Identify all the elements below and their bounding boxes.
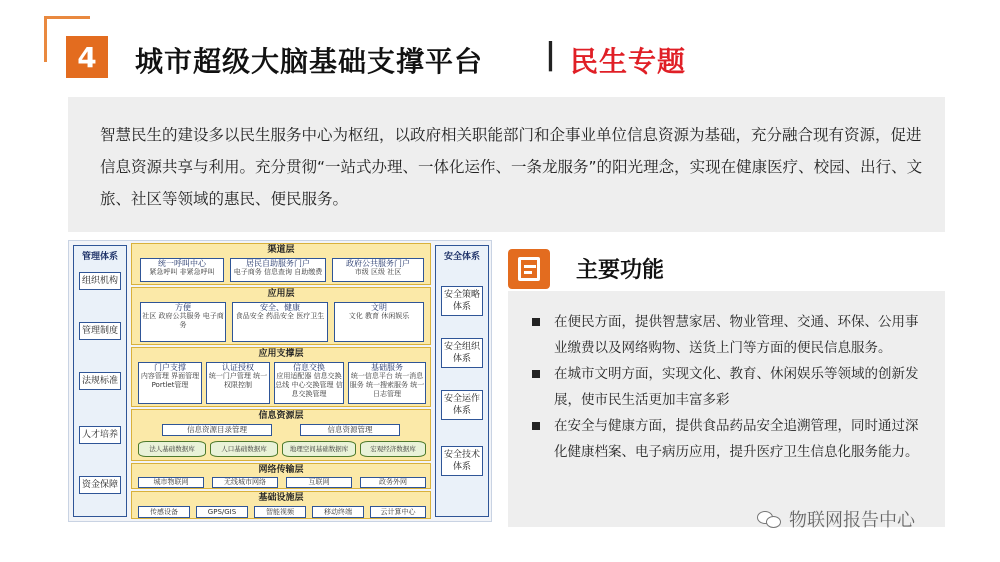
management-item: 管理制度	[79, 322, 121, 340]
layer-box: 传感设备	[138, 506, 190, 518]
box-title: 基础服务	[371, 363, 403, 372]
box-title: 门户支撑	[154, 363, 186, 372]
layer-box: 云计算中心	[370, 506, 426, 518]
box-title: 信息交换	[293, 363, 325, 372]
management-system-header: 管理体系	[81, 252, 118, 262]
layer-box	[232, 302, 328, 342]
box-sub: 文化 教育 休闲娱乐	[348, 312, 410, 320]
list-item-text: 在便民方面，提供智慧家居、物业管理、交通、环保、公用事业缴费以及网络购物、送货上门等方面的便民信息服务。	[554, 314, 919, 356]
security-system-header: 安全体系	[443, 252, 480, 262]
box-sub: 应用适配器 信息交换总线 中心交换管理 信息交换管理	[275, 372, 343, 398]
list-item	[530, 413, 930, 465]
layer-box: 无线城市网络	[212, 477, 278, 488]
layer-box: 智能视频	[254, 506, 306, 518]
layer-box	[332, 258, 424, 282]
layer-box: 政务外网	[360, 477, 426, 488]
bullet-square-icon	[532, 370, 540, 378]
management-item: 法规标准	[79, 372, 121, 390]
page-title: 城市超级大脑基础支撑平台	[135, 45, 484, 78]
security-system-column	[435, 245, 489, 517]
list-item	[530, 361, 930, 413]
functions-panel	[508, 291, 945, 527]
box-title: 方便	[175, 303, 191, 312]
intro-panel	[68, 97, 945, 232]
section-number-badge: 4	[66, 36, 108, 78]
application-support-layer	[131, 347, 431, 407]
database-cylinder: 法人基础数据库	[138, 441, 206, 457]
intro-text: 智慧民生的建设多以民生服务中心为枢纽，以政府相关职能部门和企事业单位信息资源为基础，充分融合现有资源，促进信息资源共享与利用。充分贯彻“一站式办理、一体化运作、一条龙服务”的阳光理念，实现在健康医疗、校园、出行、文旅、社区等领域的惠民、便民服务。	[100, 126, 923, 208]
layer-title: 网络传输层	[258, 465, 304, 475]
management-item: 资金保障	[79, 476, 121, 494]
layer-box	[274, 362, 344, 404]
infrastructure-layer	[131, 491, 431, 519]
channel-layer	[131, 243, 431, 285]
information-resource-layer	[131, 409, 431, 461]
box-sub: 电子商务 信息查询 自助缴费	[233, 268, 323, 276]
box-sub: 内容管理 界面管理 Portlet管理	[140, 372, 200, 389]
management-item: 组织机构	[79, 272, 121, 290]
layer-box	[348, 362, 426, 404]
layer-box: 城市物联网	[138, 477, 204, 488]
database-cylinder: 地理空间基础数据库	[282, 441, 356, 457]
architecture-diagram	[68, 240, 492, 522]
list-item-text: 在安全与健康方面，提供食品药品安全追溯管理，同时通过深化健康档案、电子病历应用，提升医疗卫生信息化服务能力。	[554, 418, 919, 460]
layer-box	[334, 302, 424, 342]
box-title: 政府公共服务门户	[346, 259, 410, 268]
layer-box	[140, 302, 226, 342]
database-cylinder: 人口基础数据库	[210, 441, 278, 457]
title-separator: |	[545, 37, 556, 72]
layer-box: 信息资源目录管理	[162, 424, 272, 436]
layer-box: 信息资源管理	[300, 424, 400, 436]
layer-title: 渠道层	[267, 245, 295, 255]
layer-box: 互联网	[286, 477, 352, 488]
document-icon	[508, 249, 550, 289]
box-sub: 统一信息平台 统一消息服务 统一搜索服务 统一日志管理	[349, 372, 425, 398]
security-item: 安全技术体系	[441, 446, 483, 476]
list-item-text: 在城市文明方面，实现文化、教育、休闲娱乐等领域的创新发展，使市民生活更加丰富多彩	[554, 366, 919, 408]
network-transport-layer	[131, 463, 431, 489]
box-title: 统一呼叫中心	[158, 259, 206, 268]
layer-box	[206, 362, 270, 404]
bullet-square-icon	[532, 422, 540, 430]
management-system-column	[73, 245, 127, 517]
list-item	[530, 309, 930, 361]
box-title: 认证授权	[222, 363, 254, 372]
box-sub: 社区 政府公共服务 电子商务	[142, 312, 224, 329]
box-sub: 统一门户管理 统一权限控制	[208, 372, 268, 389]
layer-title: 信息资源层	[258, 411, 304, 421]
security-item: 安全组织体系	[441, 338, 483, 368]
management-item: 人才培养	[79, 426, 121, 444]
layer-box: GPS/GIS	[196, 506, 248, 518]
layer-title: 应用支撑层	[258, 349, 304, 359]
box-title: 居民自助服务门户	[246, 259, 310, 268]
page-subtitle: 民生专题	[570, 45, 687, 78]
box-title: 安全、健康	[260, 303, 300, 312]
watermark-text: 物联网报告中心	[789, 510, 915, 531]
layer-title: 基础设施层	[258, 493, 304, 503]
layer-box	[230, 258, 326, 282]
layer-title: 应用层	[267, 289, 295, 299]
layer-box	[140, 258, 224, 282]
bullet-square-icon	[532, 318, 540, 326]
functions-list	[530, 309, 930, 465]
functions-title: 主要功能	[576, 258, 665, 283]
application-layer	[131, 287, 431, 345]
security-item: 安全策略体系	[441, 286, 483, 316]
layer-box	[138, 362, 202, 404]
box-sub: 食品安全 药品安全 医疗卫生	[235, 312, 325, 320]
box-sub: 市级 区级 社区	[354, 268, 402, 276]
watermark	[757, 506, 915, 532]
database-cylinder: 宏观经济数据库	[360, 441, 426, 457]
layer-box: 移动终端	[312, 506, 364, 518]
security-item: 安全运作体系	[441, 390, 483, 420]
wechat-icon	[757, 509, 783, 529]
box-title: 文明	[371, 303, 387, 312]
box-sub: 紧急呼叫 非紧急呼叫	[149, 268, 215, 276]
